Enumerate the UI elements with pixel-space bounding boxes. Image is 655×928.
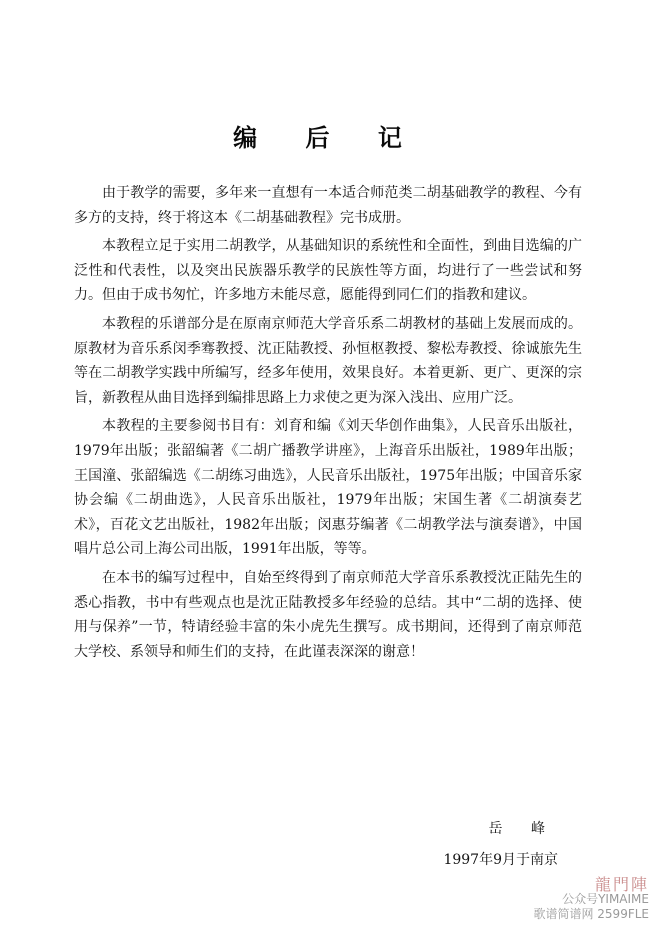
date-line: 1997年9月于南京 [443,852,558,868]
watermark-logo: 龍門陣 [594,875,649,894]
author-signature: 岳 峰 [488,821,557,837]
page-title: 编 后 记 [233,124,422,152]
watermark-line-2: 歌谱简谱网 2599FLE [533,907,649,921]
paragraph-1: 由于教学的需要，多年来一直想有一本适合师范类二胡基础教学的教程、今有多方的支持，终于将这本《二胡基础教程》完书成册。 [74,185,582,226]
body-text [74,181,582,668]
paragraph-4: 本教程的主要参阅书目有：刘育和编《刘天华创作曲集》，人民音乐出版社，1979年出版；张韶编著《二胡广播教学讲座》，上海音乐出版社，1989年出版；王国潼、张韶编选《二胡练习曲选》，人民音乐出版社，1975年出版；中国音乐家协会编《二胡曲选》，人民音乐出版社，1979年出版；宋国生著《二胡演奏艺术》，百花文艺出版社，1982年出版；闵惠芬编著《二胡教学法与演奏谱》，中国唱片总公司上海公司出版，1991年出版，等等。 [74,418,582,558]
watermark [533,877,649,922]
paragraph-2: 本教程立足于实用二胡教学，从基础知识的系统性和全面性，到曲目选编的广泛性和代表性，以及突出民族器乐教学的民族性等方面，均进行了一些尝试和努力。但由于成书匆忙，许多地方未能尽意，愿能得到同仁们的指教和建议。 [74,238,582,304]
paragraph-3: 本教程的乐谱部分是在原南京师范大学音乐系二胡教材的基础上发展而成的。原教材为音乐系闵季骞教授、沈正陆教授、孙恒枢教授、黎松寿教授、徐诚旅先生等在二胡教学实践中所编写，经多年使用，效果良好。本着更新、更广、更深的宗旨，新教程从曲目选择到编排思路上力求使之更为深入浅出、应用广泛。 [74,315,582,406]
watermark-line-1: 公众号YIMAIME [562,892,649,906]
paragraph-5: 在本书的编写过程中，自始至终得到了南京师范大学音乐系教授沈正陆先生的悉心指教，书中有些观点也是沈正陆教授多年经验的总结。其中“二胡的选择、使用与保养”一节，特请经验丰富的朱小虎先生撰写。成书期间，还得到了南京师范大学校、系领导和师生们的支持，在此谨表深深的谢意！ [74,569,582,660]
